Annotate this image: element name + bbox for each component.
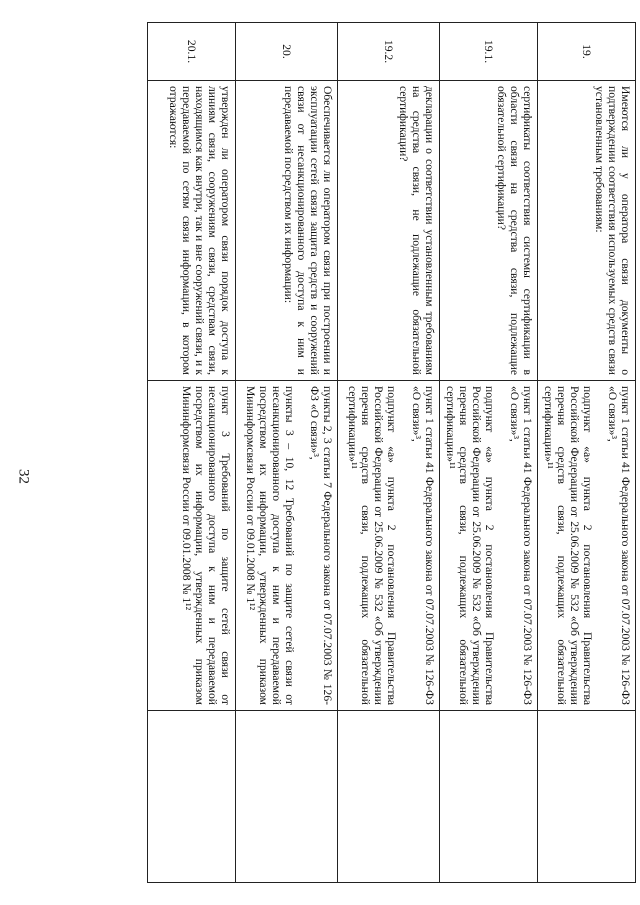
question-cell: сертификаты соответствия системы сертификации в области связи на средства связи, подлежащие обязательной сертификации? — [440, 81, 538, 381]
row-number: 20.1. — [148, 23, 236, 81]
empty-cell — [440, 711, 538, 883]
reference-text: пункт 1 статьи 41 Федерального закона от 07.07.2003 № 126-ФЗ «О связи»³, — [606, 386, 632, 705]
reference-cell — [236, 381, 338, 711]
empty-cell — [236, 711, 338, 883]
reference-text: подпункт «а» пункта 2 постановления Правительства Российской Федерации от 25.06.2009 № 532 «Об утверждении перечня средств связи, подлежащих обязательной сертификации»¹¹ — [346, 386, 398, 705]
row-number: 19. — [538, 23, 636, 81]
reference-text: пункт 1 статьи 41 Федерального закона от 07.07.2003 № 126-ФЗ «О связи»³, — [508, 386, 534, 705]
reference-cell — [538, 381, 636, 711]
checklist-table — [147, 22, 636, 883]
question-cell: утвержден ли оператором связи порядок доступа к линиям связи, сооружениям связи, средствам связи, находящимся как внутри, так и вне сооружений связи, и к передаваемой по сетям связи информации, в котором отражаются: — [148, 81, 236, 381]
reference-cell — [338, 381, 440, 711]
empty-cell — [338, 711, 440, 883]
empty-cell — [148, 711, 236, 883]
question-cell: декларации о соответствии установленным требованиям на средства связи, не подлежащие обязательной сертификации? — [338, 81, 440, 381]
table-row — [440, 23, 538, 883]
question-cell: Обеспечивается ли оператором связи при построении и эксплуатации сетей связи защита средств и сооружений связи от несанкционированного доступа к ним и передаваемой посредством их информации: — [236, 81, 338, 381]
page-number: 32 — [15, 469, 32, 484]
table-row — [538, 23, 636, 883]
table-row — [338, 23, 440, 883]
reference-text: подпункт «а» пункта 2 постановления Правительства Российской Федерации от 25.06.2009 № 532 «Об утверждении перечня средств связи, подлежащих обязательной сертификации»¹¹ — [444, 386, 496, 705]
table-row — [236, 23, 338, 883]
reference-text: пункты 2, 3 статьи 7 Федерального закона от 07.07.2003 № 126-ФЗ «О связи»³, — [308, 386, 334, 705]
row-number: 19.2. — [338, 23, 440, 81]
reference-cell — [440, 381, 538, 711]
row-number: 19.1. — [440, 23, 538, 81]
reference-text: пункт 1 статьи 41 Федерального закона от 07.07.2003 № 126-ФЗ «О связи»³, — [410, 386, 436, 705]
question-cell: Имеются ли у оператора связи документы о подтверждении соответствия используемых средств связи установленным требованиям: — [538, 81, 636, 381]
empty-cell — [538, 711, 636, 883]
reference-text: подпункт «а» пункта 2 постановления Правительства Российской Федерации от 25.06.2009 № 532 «Об утверждении перечня средств связи, подлежащих обязательной сертификации»¹¹ — [542, 386, 594, 705]
reference-text: пункт 3 Требований по защите сетей связи от несанкционированного доступа к ним и передаваемой посредством их информации, утвержденных приказом Мининформсвязи России от 09.01.2008 № 1¹² — [180, 386, 232, 705]
reference-text: пункты 3 – 10, 12 Требований по защите сетей связи от несанкционированного доступа к ним и передаваемой посредством их информации, утвержденных приказом Мининформсвязи России от 09.01.2008 № 1¹² — [244, 386, 296, 705]
table-row — [148, 23, 236, 883]
row-number: 20. — [236, 23, 338, 81]
reference-cell — [148, 381, 236, 711]
rotated-table-container — [76, 22, 636, 882]
